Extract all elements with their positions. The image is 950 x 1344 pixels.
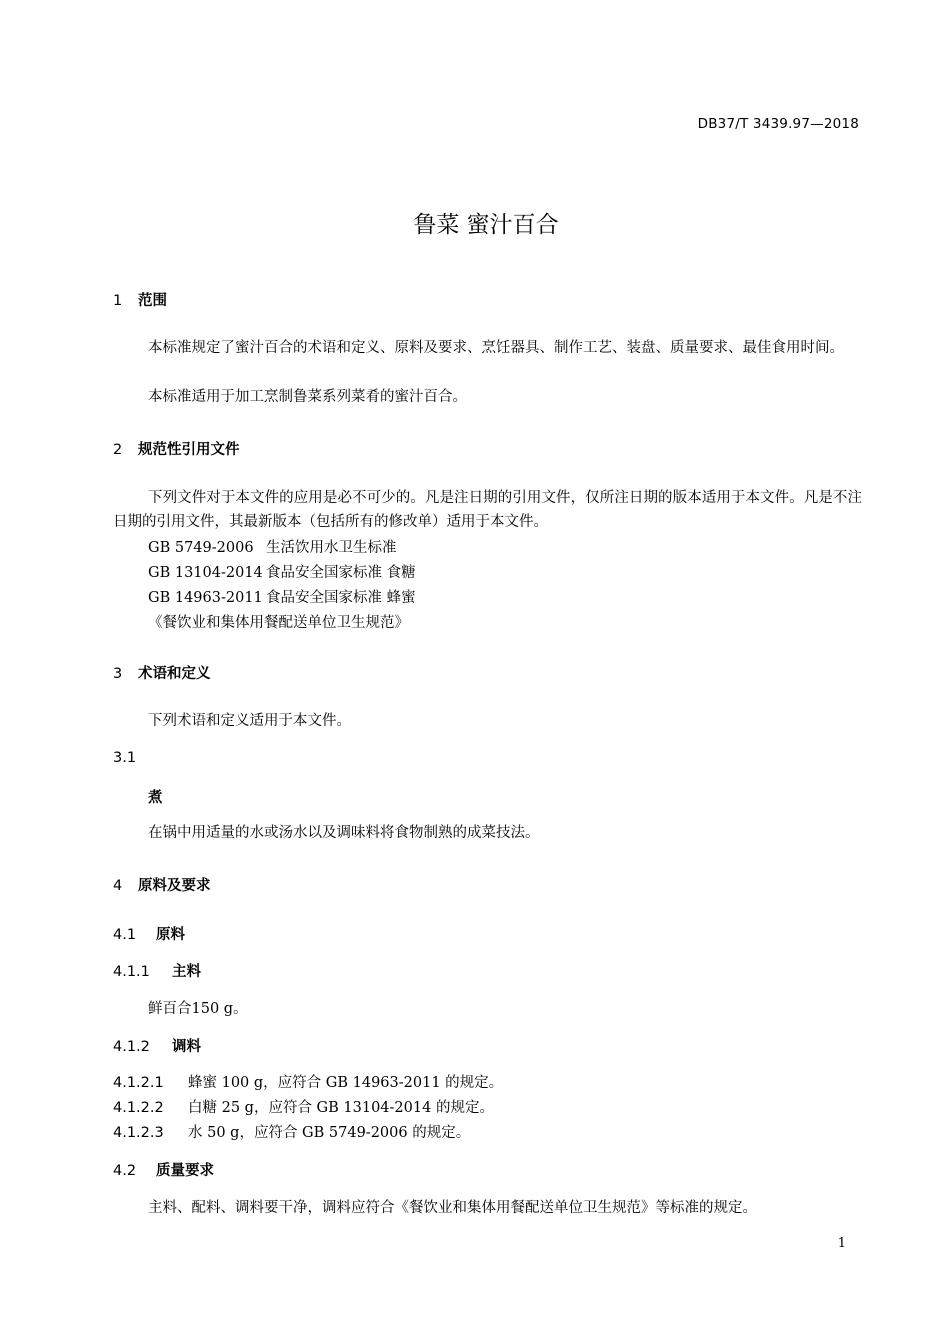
reference-title: 食品安全国家标准 蜂蜜 [266,590,416,606]
clause-number: 4.1.2.1 [113,1075,164,1091]
seasoning-clause [113,1071,503,1092]
document-code: DB37/T 3439.97—2018 [697,116,859,132]
seasoning-clause [113,1096,494,1117]
quality-requirement-text: 主料、配料、调料要干净，调料应符合《餐饮业和集体用餐配送单位卫生规范》等标准的规定。 [148,1200,757,1216]
section-1-heading [113,289,167,310]
section-4-1-heading [113,923,185,944]
section-2-paragraph: 下列文件对于本文件的应用是必不可少的。凡是注日期的引用文件，仅所注日期的版本适用于本文件。凡是不注日期的引用文件，其最新版本（包括所有的修改单）适用于本文件。 [113,490,862,530]
section-4-heading [113,874,211,895]
seasoning-clause [113,1121,470,1142]
section-4-1-title: 原料 [156,927,185,943]
main-ingredient-text: 鲜百合150 g。 [148,1001,248,1017]
reference-item [148,536,397,557]
section-4-1-2-number: 4.1.2 [113,1039,150,1055]
section-4-1-1-title: 主料 [172,964,201,980]
section-1-paragraph-1: 本标准规定了蜜汁百合的术语和定义、原料及要求、烹饪器具、制作工艺、装盘、质量要求、最佳食用时间。 [148,340,844,356]
section-1-paragraph-2: 本标准适用于加工烹制鲁菜系列菜肴的蜜汁百合。 [148,389,467,405]
section-1-number: 1 [113,293,123,309]
section-4-1-number: 4.1 [113,927,137,943]
clause-text: 水 50 g，应符合 GB 5749-2006 的规定。 [188,1125,471,1141]
reference-item [148,561,416,582]
section-1-title: 范围 [138,293,167,309]
reference-extra: 《餐饮业和集体用餐配送单位卫生规范》 [148,615,409,631]
document-title: 鲁菜 蜜汁百合 [413,212,559,238]
section-3-number: 3 [113,666,123,682]
section-4-title: 原料及要求 [138,878,211,894]
section-4-2-number: 4.2 [113,1163,137,1179]
clause-number: 4.1.2.3 [113,1125,164,1141]
term-name: 煮 [148,790,163,806]
section-3-heading [113,662,211,683]
section-4-2-heading [113,1159,214,1180]
reference-title: 生活饮用水卫生标准 [266,540,397,556]
section-4-number: 4 [113,878,123,894]
clause-number: 4.1.2.2 [113,1100,164,1116]
section-3-paragraph: 下列术语和定义适用于本文件。 [148,713,351,729]
reference-item [148,586,416,607]
page-number: 1 [837,1236,846,1251]
section-4-1-1-number: 4.1.1 [113,964,150,980]
section-4-2-title: 质量要求 [156,1163,214,1179]
section-4-1-1-heading [113,960,201,981]
section-4-1-2-title: 调料 [172,1039,201,1055]
reference-code: GB 13104-2014 [148,565,263,581]
term-definition: 在锅中用适量的水或汤水以及调味料将食物制熟的成菜技法。 [148,825,540,841]
section-2-heading [113,438,240,459]
section-3-title: 术语和定义 [138,666,211,682]
term-number: 3.1 [113,750,137,766]
reference-title: 食品安全国家标准 食糖 [266,565,416,581]
clause-text: 蜂蜜 100 g，应符合 GB 14963-2011 的规定。 [188,1075,504,1091]
reference-code: GB 14963-2011 [148,590,263,606]
section-2-number: 2 [113,442,123,458]
clause-text: 白糖 25 g，应符合 GB 13104-2014 的规定。 [188,1100,494,1116]
section-2-title: 规范性引用文件 [138,442,240,458]
section-4-1-2-heading [113,1035,201,1056]
reference-code: GB 5749-2006 [148,540,254,556]
